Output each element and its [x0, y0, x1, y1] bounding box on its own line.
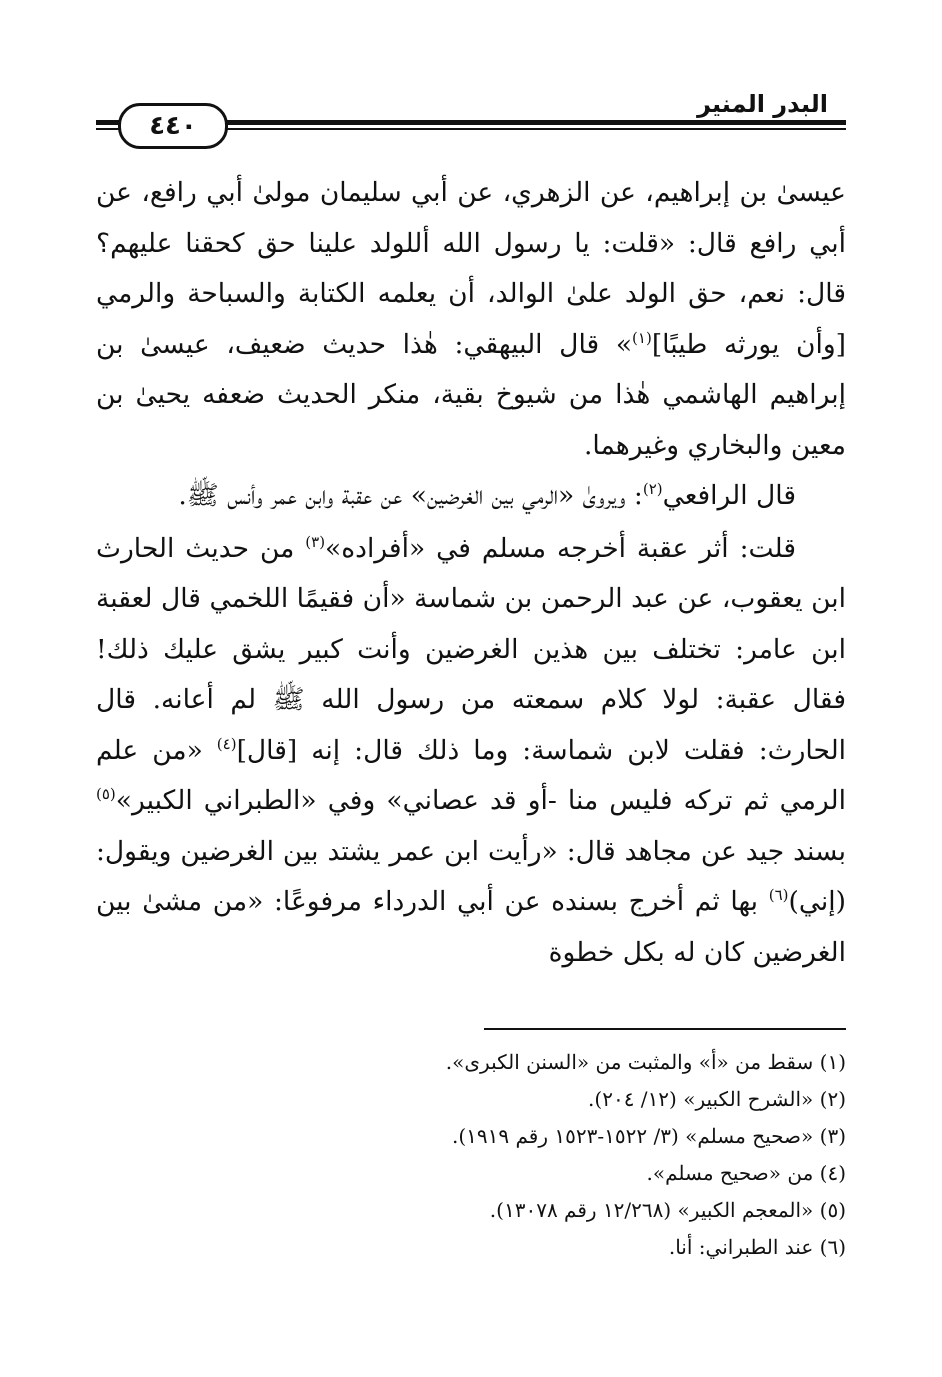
main-text	[96, 168, 846, 978]
paragraph-2: قال الرافعي$^{(٢)}$: ويروىٰ «الرمي بين الغرضين» عن عقبة وابن عمر وأنس ﷺ.	[178, 480, 796, 511]
footnotes	[86, 1044, 846, 1266]
footnote-ref-1: (١)	[632, 328, 652, 347]
book-title: البدر المنير	[697, 90, 828, 118]
footnote-5: (٥) «المعجم الكبير» (١٢/٢٦٨ رقم ١٣٠٧٨).	[489, 1198, 846, 1222]
footnote-ref-6: (٦)	[768, 886, 789, 905]
page-header	[96, 90, 846, 150]
footnote-3: (٣) «صحيح مسلم» (٣/ ١٥٢٢-١٥٢٣ رقم ١٩١٩).	[452, 1124, 846, 1148]
paragraph-1: عيسىٰ بن إبراهيم، عن الزهري، عن أبي سليمان مولىٰ أبي رافع، عن أبي رافع قال: «قلت: يا رسول الله أللولد علينا حق كحقنا عليهم؟ قال: نعم، حق الولد علىٰ الوالد، أن يعلمه الكتابة والسباحة والرمي [وأن يورثه طيبًا]$^{(١)}$» قال البيهقي: هٰذا حديث ضعيف، عيسىٰ بن إبراهيم الهاشمي هٰذا من شيوخ بقية، منكر الحديث ضعفه يحيىٰ بن معين والبخاري وغيرهما.	[96, 177, 847, 461]
footnote-ref-4: (٤)	[216, 734, 237, 753]
footnote-ref-2: (٢)	[642, 480, 663, 499]
footnote-separator	[484, 1028, 846, 1030]
page-number: ٤٤٠	[118, 103, 228, 149]
footnote-1: (١) سقط من «أ» والمثبت من «السنن الكبرى».	[445, 1050, 846, 1074]
footnote-4: (٤) من «صحيح مسلم».	[646, 1161, 846, 1185]
footnote-6: (٦) عند الطبراني: أنا.	[668, 1235, 846, 1259]
footnote-ref-3: (٣)	[305, 532, 326, 551]
footnote-2: (٢) «الشرح الكبير» (١٢/ ٢٠٤).	[588, 1087, 846, 1111]
footnote-ref-5: (٥)	[96, 785, 116, 804]
paragraph-3: قلت: أثر عقبة أخرجه مسلم في «أفراده»$^{(٣)}$ من حديث الحارث ابن يعقوب، عن عبد الرحمن بن شماسة «أن فقيمًا اللخمي قال لعقبة ابن عامر: تختلف بين هذين الغرضين وأنت كبير يشق عليك ذلك! فقال عقبة: لولا كلام سمعته من رسول الله ﷺ لم أعانه. قال الحارث: فقلت لابن شماسة: وما ذلك قال: إنه [قال]$^{(٤)}$ «من علم الرمي ثم تركه فليس منا -أو قد عصاني» وفي «الطبراني الكبير»$^{(٥)}$ بسند جيد عن مجاهد قال: «رأيت ابن عمر يشتد بين الغرضين ويقول: (إني)$^{(٦)}$ بها ثم أخرج بسنده عن أبي الدرداء مرفوعًا: «من مشىٰ بين الغرضين كان له بكل خطوة	[96, 532, 846, 968]
